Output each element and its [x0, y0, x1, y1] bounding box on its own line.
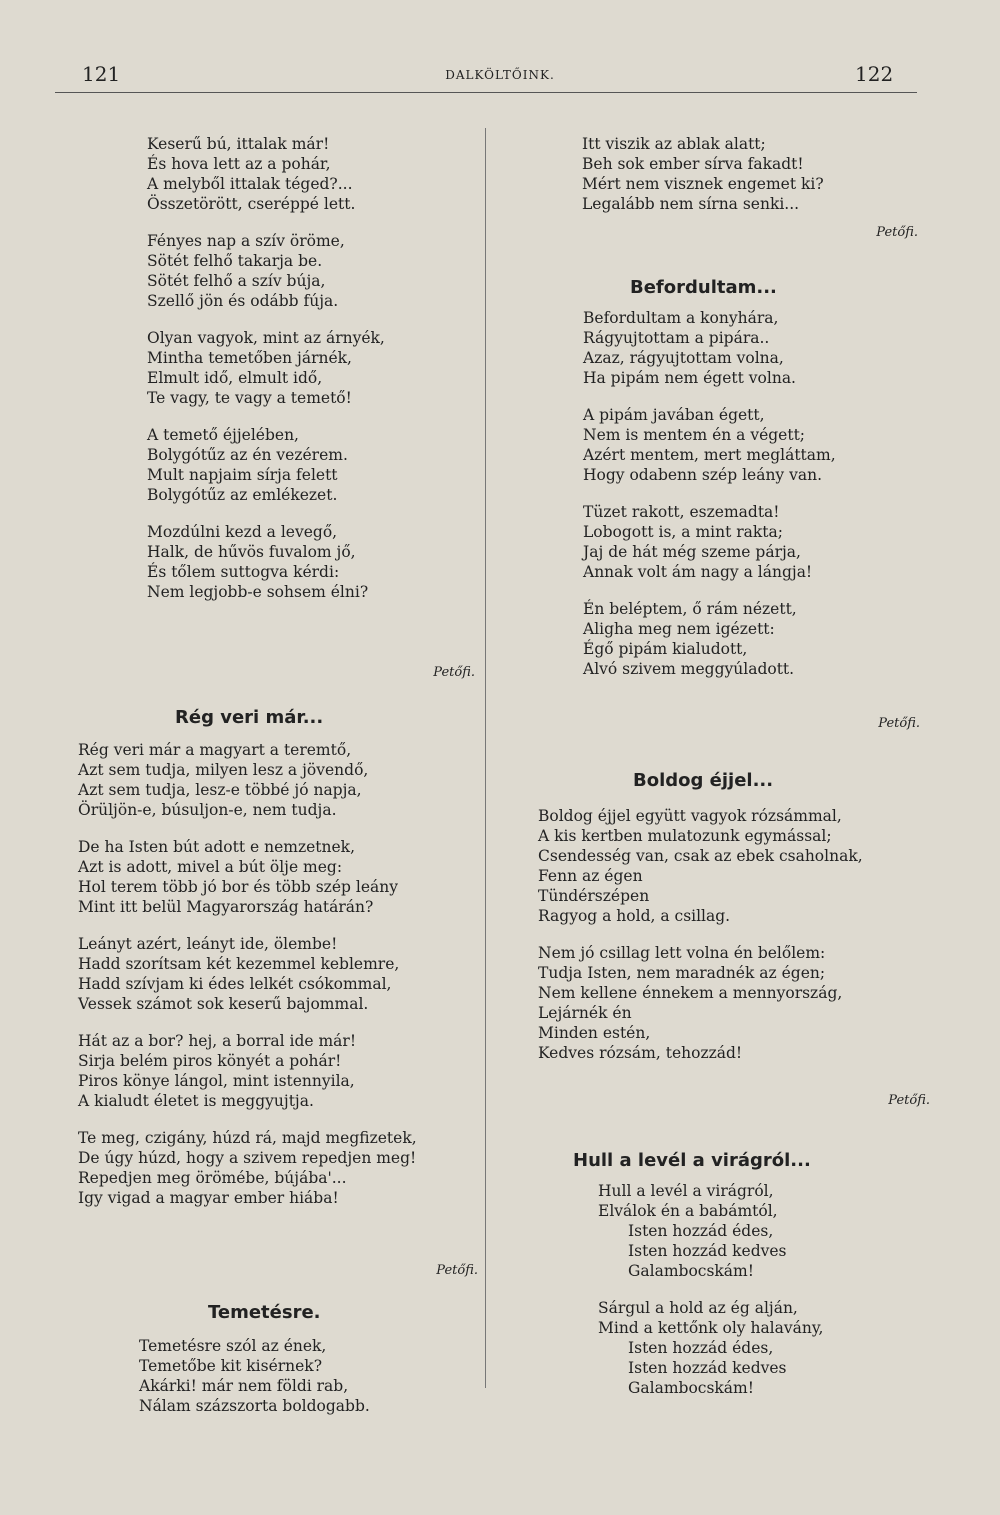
verse-line: Kedves rózsám, tehozzád! [538, 1044, 743, 1062]
verse-line: A temető éjjelében, [147, 426, 299, 444]
verse-line: Minden estén, [538, 1024, 651, 1042]
verse-line: Itt viszik az ablak alatt; [582, 135, 766, 153]
stanza [147, 134, 477, 214]
page-number-right: 122 [855, 62, 894, 86]
verse-line: Olyan vagyok, mint az árnyék, [147, 329, 385, 347]
author-signature: Petőfi. [433, 665, 475, 680]
verse-line: Fényes nap a szív öröme, [147, 232, 345, 250]
stanza [598, 1181, 918, 1281]
verse-line: Jaj de hát még szeme párja, [583, 543, 801, 561]
verse-line: Ragyog a hold, a csillag. [538, 907, 731, 925]
poem-title: Rég veri már... [175, 707, 324, 728]
right-poem2 [583, 308, 913, 679]
verse-line: Ha pipám nem égett volna. [583, 369, 796, 387]
verse-line: Temetésre szól az ének, [139, 1337, 327, 1355]
verse-line: Hol terem több jó bor és több szép leány [78, 878, 398, 896]
verse-line: Azt is adott, mivel a bút ölje meg: [78, 858, 343, 876]
verse-line: A melyből ittalak téged?... [147, 175, 353, 193]
verse-line: Örüljön-e, búsuljon-e, nem tudja. [78, 801, 337, 819]
poem-title: Hull a levél a virágról... [573, 1150, 811, 1171]
verse-line: Temetőbe kit kisérnek? [139, 1357, 323, 1375]
verse-line: Én beléptem, ő rám nézett, [583, 600, 797, 618]
verse-line: Tudja Isten, nem maradnék az égen; [538, 964, 826, 982]
stanza [538, 806, 918, 926]
verse-line: Mint itt belül Magyarország határán? [78, 898, 374, 916]
verse-line: Annak volt ám nagy a lángja! [583, 563, 813, 581]
verse-line: Nem kellene énnekem a mennyország, [538, 984, 843, 1002]
verse-line: Repedjen meg örömébe, bújába'... [78, 1169, 347, 1187]
verse-line: Mozdúlni kezd a levegő, [147, 523, 338, 541]
stanza [582, 134, 912, 214]
verse-line: Galambocskám! [628, 1262, 754, 1280]
poem-title: Temetésre. [208, 1302, 321, 1323]
verse-line: De úgy húzd, hogy a szivem repedjen meg! [78, 1149, 417, 1167]
verse-line: Nem is mentem én a végett; [583, 426, 806, 444]
verse-line: Rágyujtottam a pipára.. [583, 329, 770, 347]
verse-line: Lobogott is, a mint rakta; [583, 523, 783, 541]
verse-line: De ha Isten bút adott e nemzetnek, [78, 838, 356, 856]
left-poem3 [139, 1336, 479, 1416]
running-title: DALKÖLTŐINK. [445, 68, 555, 82]
author-signature: Petőfi. [888, 1093, 930, 1108]
verse-line: És hova lett az a pohár, [147, 155, 331, 173]
verse-line: Bolygótűz az én vezérem. [147, 446, 348, 464]
verse-line: Aligha meg nem igézett: [583, 620, 775, 638]
stanza [583, 502, 913, 582]
stanza [78, 934, 478, 1014]
verse-line: Tündérszépen [538, 887, 650, 905]
poem-title: Befordultam... [630, 277, 777, 298]
verse-line: Te vagy, te vagy a temető! [147, 389, 352, 407]
author-signature: Petőfi. [876, 225, 918, 240]
verse-line: Piros könye lángol, mint istennyila, [78, 1072, 355, 1090]
verse-line: Alvó szivem meggyúladott. [583, 660, 795, 678]
stanza [583, 308, 913, 388]
stanza [78, 1128, 478, 1208]
stanza [147, 425, 477, 505]
verse-line: Igy vigad a magyar ember hiába! [78, 1189, 339, 1207]
verse-line: Beh sok ember sírva fakadt! [582, 155, 804, 173]
verse-line: Te meg, czigány, húzd rá, majd megfizetek, [78, 1129, 417, 1147]
verse-line: Legalább nem sírna senki... [582, 195, 800, 213]
verse-line: Tüzet rakott, eszemadta! [583, 503, 780, 521]
verse-line: Nálam százszorta boldogabb. [139, 1397, 370, 1415]
verse-line: Mintha temetőben járnék, [147, 349, 352, 367]
verse-line: Befordultam a konyhára, [583, 309, 779, 327]
verse-line: Leányt azért, leányt ide, ölembe! [78, 935, 338, 953]
verse-line: Vessek számot sok keserű bajommal. [78, 995, 369, 1013]
poem-title: Boldog éjjel... [633, 770, 774, 791]
stanza [147, 231, 477, 311]
verse-line: Elmult idő, elmult idő, [147, 369, 323, 387]
author-signature: Petőfi. [436, 1263, 478, 1278]
verse-line: Fenn az égen [538, 867, 643, 885]
author-signature: Petőfi. [878, 716, 920, 731]
verse-line: Isten hozzád édes, [628, 1222, 774, 1240]
verse-line: Sötét felhő takarja be. [147, 252, 323, 270]
verse-line: Bolygótűz az emlékezet. [147, 486, 338, 504]
verse-line: Sárgul a hold az ég alján, [598, 1299, 798, 1317]
verse-line: Akárki! már nem földi rab, [139, 1377, 349, 1395]
verse-line: Mult napjaim sírja felett [147, 466, 338, 484]
right-poem4 [598, 1181, 918, 1398]
left-poem2 [78, 740, 478, 1208]
verse-line: Halk, de hűvös fuvalom jő, [147, 543, 356, 561]
verse-line: És tőlem suttogva kérdi: [147, 563, 340, 581]
verse-line: Égő pipám kialudott, [583, 640, 748, 658]
stanza [538, 943, 918, 1063]
left-poem1 [147, 134, 477, 602]
right-poem1-continued [582, 134, 912, 214]
verse-line: Sötét felhő a szív búja, [147, 272, 326, 290]
verse-line: Isten hozzád kedves [628, 1242, 787, 1260]
verse-line: Isten hozzád édes, [628, 1339, 774, 1357]
verse-line: Boldog éjjel együtt vagyok rózsámmal, [538, 807, 842, 825]
verse-line: Szellő jön és odább fúja. [147, 292, 339, 310]
stanza [78, 1031, 478, 1111]
verse-line: Azt sem tudja, lesz-e többé jó napja, [78, 781, 362, 799]
verse-line: Hull a levél a virágról, [598, 1182, 774, 1200]
verse-line: Mért nem visznek engemet ki? [582, 175, 824, 193]
verse-line: Összetörött, cseréppé lett. [147, 195, 356, 213]
stanza [139, 1336, 479, 1416]
verse-line: Mind a kettőnk oly halavány, [598, 1319, 824, 1337]
verse-line: Hogy odabenn szép leány van. [583, 466, 823, 484]
verse-line: Galambocskám! [628, 1379, 754, 1397]
verse-line: Hát az a bor? hej, a borral ide már! [78, 1032, 357, 1050]
stanza [78, 740, 478, 820]
verse-line: Csendesség van, csak az ebek csaholnak, [538, 847, 863, 865]
stanza [598, 1298, 918, 1398]
right-poem3 [538, 806, 918, 1063]
page-number-left: 121 [82, 62, 121, 86]
header-rule [55, 92, 917, 93]
verse-line: Keserű bú, ittalak már! [147, 135, 330, 153]
verse-line: Nem legjobb-e sohsem élni? [147, 583, 369, 601]
column-divider [485, 128, 486, 1388]
verse-line: Nem jó csillag lett volna én belőlem: [538, 944, 826, 962]
verse-line: Elválok én a babámtól, [598, 1202, 778, 1220]
stanza [583, 405, 913, 485]
stanza [583, 599, 913, 679]
verse-line: Lejárnék én [538, 1004, 632, 1022]
verse-line: Sirja belém piros könyét a pohár! [78, 1052, 342, 1070]
verse-line: Hadd szívjam ki édes lelkét csókommal, [78, 975, 392, 993]
stanza [78, 837, 478, 917]
verse-line: Azért mentem, mert megláttam, [583, 446, 836, 464]
verse-line: A kis kertben mulatozunk egymással; [538, 827, 832, 845]
verse-line: Isten hozzád kedves [628, 1359, 787, 1377]
verse-line: Azaz, rágyujtottam volna, [583, 349, 784, 367]
verse-line: A kialudt életet is meggyujtja. [78, 1092, 314, 1110]
stanza [147, 522, 477, 602]
verse-line: Hadd szorítsam két kezemmel keblemre, [78, 955, 400, 973]
verse-line: Azt sem tudja, milyen lesz a jövendő, [78, 761, 369, 779]
verse-line: Rég veri már a magyart a teremtő, [78, 741, 352, 759]
verse-line: A pipám javában égett, [583, 406, 765, 424]
stanza [147, 328, 477, 408]
